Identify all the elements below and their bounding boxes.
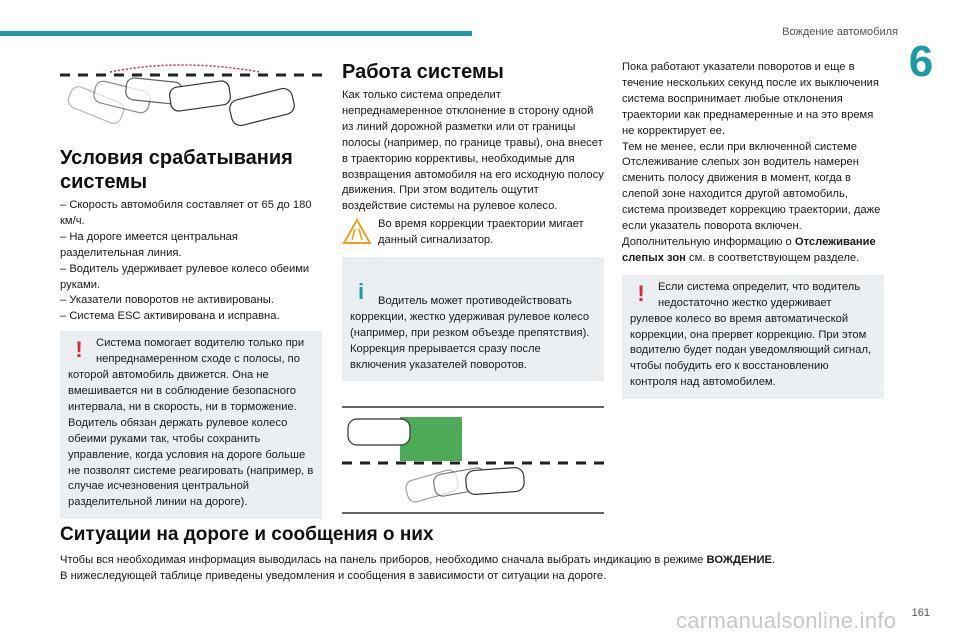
column-operation bbox=[342, 60, 604, 517]
info-icon: i bbox=[357, 278, 365, 304]
list-item: – Скорость автомобиля составляет от 65 до 180 км/ч. bbox=[60, 199, 312, 227]
section-title: Вождение автомобиля bbox=[782, 26, 898, 38]
exclamation-icon: ! bbox=[637, 280, 645, 306]
lane-drift-illustration bbox=[60, 60, 322, 140]
info-note-text: Водитель может противодействовать коррекции, жестко удерживая рулевое колесо (например, при резком объезде препятствия). Коррекция прерывается сразу после включения указателей поворотов. bbox=[350, 294, 590, 371]
exclamation-icon: ! bbox=[75, 337, 83, 363]
header-accent-bar bbox=[0, 31, 472, 36]
list-item: – Указатели поворотов не активированы. bbox=[60, 294, 274, 307]
list-item: – Система ESC активирована и исправна. bbox=[60, 310, 280, 323]
operation-heading: Работа системы bbox=[342, 61, 504, 83]
details-p3-prefix: Дополнительную информацию о bbox=[622, 235, 795, 248]
column-details bbox=[622, 60, 884, 399]
warning-note-text: Система помогает водителю только при непреднамеренном сходе с полосы, по которой автомобиль движется. Она не вмешивается ни в соблюдение безопасного интервала, ни в скорость, ни в торможение. Водитель обязан держать рулевое колесо обеими руками так, чтобы сохранить управление, когда условия на дороге больше не позволят системе реагировать (например, в случае исчезновения центральной разделительной линии на дороге). bbox=[68, 337, 314, 509]
road-situations-line-2: В нижеследующей таблице приведены уведомления и сообщения в зависимости от ситуации на дороге. bbox=[60, 569, 607, 582]
blind-spot-link-text: Отслеживание слепых зон bbox=[622, 235, 876, 264]
blind-spot-illustration bbox=[342, 405, 604, 517]
driving-mode-label: ВОЖДЕНИЕ bbox=[706, 554, 773, 566]
details-paragraph-3 bbox=[622, 235, 884, 267]
column-conditions bbox=[60, 60, 322, 519]
list-item: – Водитель удерживает рулевое колесо обеими руками. bbox=[60, 262, 310, 291]
indicator-note-text: Во время коррекции траектории мигает данный сигнализатор. bbox=[378, 218, 584, 247]
conditions-list bbox=[60, 198, 322, 325]
road-situations-heading: Ситуации на дороге и сообщения о них bbox=[60, 524, 434, 545]
chapter-number: 6 bbox=[908, 37, 934, 86]
watermark: carmanualsonline.info bbox=[676, 608, 897, 633]
details-paragraph-1: Пока работают указатели поворотов и еще в течение нескольких секунд после их выключения система воспринимает любые отклонения траектории как преднамеренные и на это время не корректирует ее. bbox=[622, 61, 879, 137]
indicator-note bbox=[342, 217, 604, 249]
details-paragraph-2: Тем не менее, если при включенной системе Отслеживание слепых зон водитель намерен сменить полосу движения в момент, когда в слепой зоне находится другой автомобиль, система произведет коррекцию траектории, даже если указатель поворота включен. bbox=[622, 140, 881, 233]
warning-note-box-2 bbox=[622, 275, 884, 399]
details-p3-suffix: см. в соответствующем разделе. bbox=[685, 251, 860, 264]
info-note-box bbox=[342, 257, 604, 381]
operation-body: Как только система определит непреднамеренное отклонение в сторону одной из линий дорожной разметки или от границы полосы (например, по границе травы), она внесет в траекторию коррективы, необходимые для возвращения автомобиля на его исходную полосу движения. При этом водитель ощутит воздействие системы на рулевое колесо. bbox=[342, 89, 604, 213]
road-situations-line-1 bbox=[60, 553, 900, 569]
road-situations-section bbox=[60, 523, 900, 585]
warning-note-text-2: Если система определит, что водитель недостаточно жестко удерживает рулевое колесо во время автоматической коррекции, она прервет коррекцию. При этом водителю будет подан уведомляющий сигнал, чтобы побудить его к восстановлению контроля над автомобилем. bbox=[630, 280, 872, 389]
lane-warning-triangle-icon bbox=[342, 217, 372, 247]
line1-prefix: Чтобы вся необходимая информация выводилась на панель приборов, необходимо сначала выбрать индикацию в режиме bbox=[60, 554, 707, 566]
conditions-heading: Условия срабатывания системы bbox=[60, 147, 293, 193]
page-number: 161 bbox=[911, 607, 930, 619]
list-item: – На дороге имеется центральная разделительная линия. bbox=[60, 230, 238, 259]
warning-note-box bbox=[60, 331, 322, 519]
line1-suffix: . bbox=[772, 554, 776, 566]
